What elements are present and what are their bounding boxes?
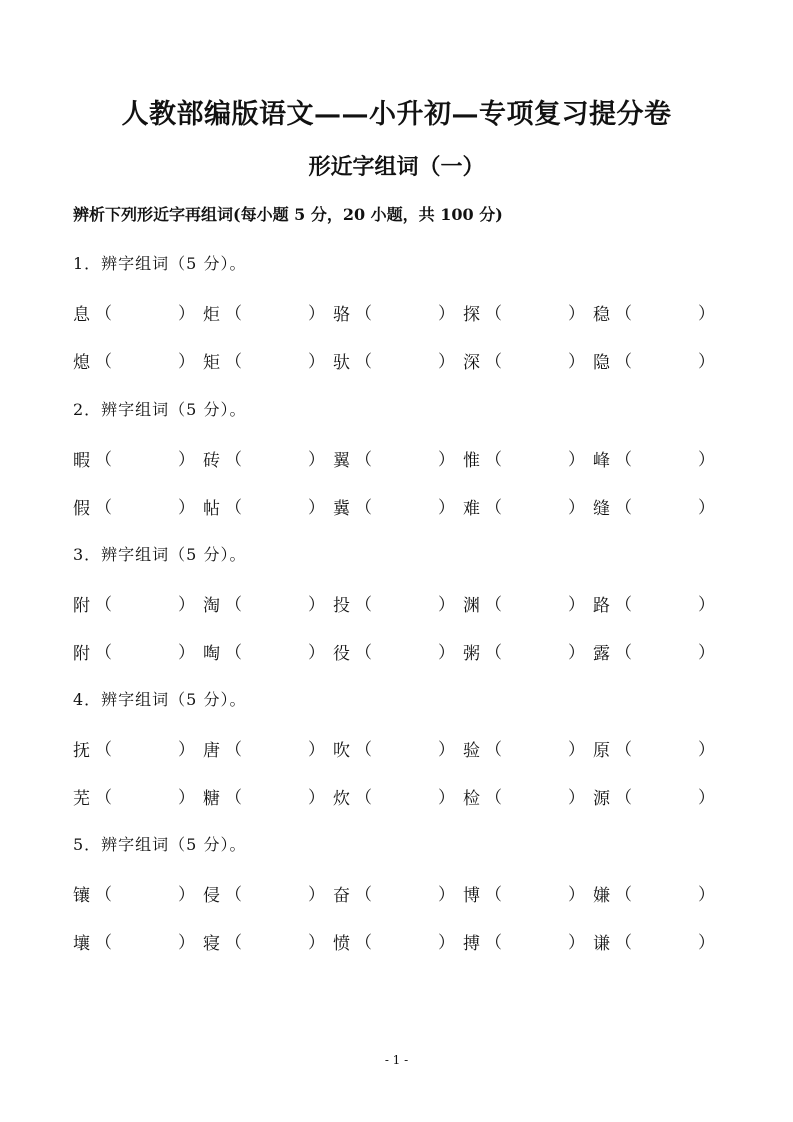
character: 深 — [463, 353, 480, 373]
answer-blank[interactable] — [613, 446, 705, 466]
word-item — [593, 348, 705, 373]
word-item — [73, 446, 185, 471]
answer-blank[interactable] — [93, 639, 185, 659]
character: 难 — [463, 499, 480, 519]
word-item — [203, 929, 315, 954]
character: 淘 — [203, 596, 220, 616]
word-item — [73, 348, 185, 373]
word-row — [73, 784, 733, 808]
character: 渊 — [463, 596, 480, 616]
question-heading: 4．辨字组词（5 分）。 — [73, 690, 247, 709]
answer-blank[interactable] — [483, 446, 575, 466]
character: 抚 — [73, 741, 90, 761]
character: 奋 — [333, 886, 350, 906]
character: 路 — [593, 596, 610, 616]
word-item — [593, 639, 705, 664]
word-item — [463, 591, 575, 616]
page-title: 人教部编版语文——小升初—专项复习提分卷 — [121, 99, 672, 130]
answer-blank[interactable] — [613, 929, 705, 949]
question-heading: 3．辨字组词（5 分）。 — [73, 545, 247, 564]
character: 壤 — [73, 934, 90, 954]
character: 附 — [73, 596, 90, 616]
answer-blank[interactable] — [483, 348, 575, 368]
answer-blank[interactable] — [613, 639, 705, 659]
answer-blank[interactable] — [353, 348, 445, 368]
word-item — [73, 300, 185, 325]
word-item — [593, 591, 705, 616]
answer-blank[interactable] — [223, 446, 315, 466]
answer-blank[interactable] — [483, 591, 575, 611]
word-item — [333, 736, 445, 761]
answer-blank[interactable] — [483, 784, 575, 804]
page-subtitle: 形近字组词（一） — [308, 154, 485, 180]
character: 炬 — [203, 305, 220, 325]
word-item — [203, 494, 315, 519]
word-item — [463, 639, 575, 664]
answer-blank[interactable] — [93, 591, 185, 611]
word-row — [73, 348, 733, 372]
word-item — [203, 300, 315, 325]
answer-blank[interactable] — [613, 494, 705, 514]
word-item — [73, 736, 185, 761]
answer-blank[interactable] — [93, 446, 185, 466]
character: 谦 — [593, 934, 610, 954]
word-item — [203, 639, 315, 664]
word-item — [593, 300, 705, 325]
word-item — [463, 300, 575, 325]
word-item — [73, 881, 185, 906]
answer-blank[interactable] — [223, 736, 315, 756]
character: 检 — [463, 789, 480, 809]
answer-blank[interactable] — [93, 736, 185, 756]
answer-blank[interactable] — [93, 929, 185, 949]
answer-blank[interactable] — [223, 494, 315, 514]
word-item — [333, 784, 445, 809]
character: 假 — [73, 499, 90, 519]
answer-blank[interactable] — [613, 736, 705, 756]
character: 峰 — [593, 451, 610, 471]
word-item — [593, 446, 705, 471]
word-row — [73, 494, 733, 518]
answer-blank[interactable] — [353, 591, 445, 611]
character: 砖 — [203, 451, 220, 471]
character: 源 — [593, 789, 610, 809]
answer-blank[interactable] — [353, 446, 445, 466]
word-row — [73, 929, 733, 953]
word-item — [203, 736, 315, 761]
answer-blank[interactable] — [483, 736, 575, 756]
character: 帖 — [203, 499, 220, 519]
character: 愤 — [333, 934, 350, 954]
answer-blank[interactable] — [223, 348, 315, 368]
word-item — [333, 591, 445, 616]
word-row — [73, 300, 733, 324]
answer-blank[interactable] — [613, 300, 705, 320]
word-item — [463, 736, 575, 761]
character: 博 — [463, 886, 480, 906]
character: 驮 — [333, 353, 350, 373]
answer-blank[interactable] — [93, 784, 185, 804]
word-item — [73, 494, 185, 519]
word-item — [593, 736, 705, 761]
character: 镶 — [73, 886, 90, 906]
character: 炊 — [333, 789, 350, 809]
character: 惟 — [463, 451, 480, 471]
character: 暇 — [73, 451, 90, 471]
character: 骆 — [333, 305, 350, 325]
answer-blank[interactable] — [613, 348, 705, 368]
character: 缝 — [593, 499, 610, 519]
answer-blank[interactable] — [353, 784, 445, 804]
character: 探 — [463, 305, 480, 325]
word-row — [73, 881, 733, 905]
character: 稳 — [593, 305, 610, 325]
answer-blank[interactable] — [223, 591, 315, 611]
word-item — [203, 784, 315, 809]
character: 翼 — [333, 451, 350, 471]
answer-blank[interactable] — [223, 300, 315, 320]
word-item — [593, 784, 705, 809]
question-heading: 5．辨字组词（5 分）。 — [73, 835, 247, 854]
character: 吹 — [333, 741, 350, 761]
word-row — [73, 736, 733, 760]
instruction-text: 辨析下列形近字再组词(每小题 5 分，20 小题，共 100 分) — [73, 205, 503, 224]
character: 息 — [73, 305, 90, 325]
word-item — [73, 784, 185, 809]
word-row — [73, 446, 733, 470]
answer-blank[interactable] — [613, 881, 705, 901]
character: 原 — [593, 741, 610, 761]
word-item — [73, 591, 185, 616]
character: 役 — [333, 644, 350, 664]
character: 侵 — [203, 886, 220, 906]
character: 露 — [593, 644, 610, 664]
page-number: - 1 - — [384, 1053, 409, 1067]
answer-blank[interactable] — [93, 881, 185, 901]
answer-blank[interactable] — [353, 639, 445, 659]
answer-blank[interactable] — [93, 348, 185, 368]
answer-blank[interactable] — [353, 736, 445, 756]
character: 唐 — [203, 741, 220, 761]
word-item — [463, 494, 575, 519]
word-item — [203, 881, 315, 906]
question-heading: 2．辨字组词（5 分）。 — [73, 400, 247, 419]
word-row — [73, 591, 733, 615]
answer-blank[interactable] — [223, 639, 315, 659]
answer-blank[interactable] — [93, 300, 185, 320]
character: 糖 — [203, 789, 220, 809]
word-item — [333, 300, 445, 325]
word-item — [333, 881, 445, 906]
answer-blank[interactable] — [483, 881, 575, 901]
character: 啕 — [203, 644, 220, 664]
character: 验 — [463, 741, 480, 761]
answer-blank[interactable] — [223, 784, 315, 804]
answer-blank[interactable] — [613, 591, 705, 611]
answer-blank[interactable] — [353, 494, 445, 514]
character: 芜 — [73, 789, 90, 809]
character: 冀 — [333, 499, 350, 519]
word-item — [593, 494, 705, 519]
character: 寝 — [203, 934, 220, 954]
word-item — [463, 881, 575, 906]
word-item — [73, 639, 185, 664]
character: 投 — [333, 596, 350, 616]
word-row — [73, 639, 733, 663]
word-item — [463, 446, 575, 471]
answer-blank[interactable] — [353, 929, 445, 949]
word-item — [333, 639, 445, 664]
character: 嫌 — [593, 886, 610, 906]
answer-blank[interactable] — [353, 881, 445, 901]
answer-blank[interactable] — [93, 494, 185, 514]
answer-blank[interactable] — [353, 300, 445, 320]
character: 粥 — [463, 644, 480, 664]
character: 搏 — [463, 934, 480, 954]
character: 附 — [73, 644, 90, 664]
character: 矩 — [203, 353, 220, 373]
word-item — [203, 446, 315, 471]
word-item — [593, 929, 705, 954]
word-item — [333, 494, 445, 519]
question-heading: 1．辨字组词（5 分）。 — [73, 254, 247, 273]
word-item — [73, 929, 185, 954]
answer-blank[interactable] — [613, 784, 705, 804]
word-item — [333, 929, 445, 954]
word-item — [593, 881, 705, 906]
answer-blank[interactable] — [223, 881, 315, 901]
character: 隐 — [593, 353, 610, 373]
word-item — [333, 446, 445, 471]
word-item — [203, 591, 315, 616]
answer-blank[interactable] — [483, 639, 575, 659]
word-item — [463, 348, 575, 373]
word-item — [203, 348, 315, 373]
character: 熄 — [73, 353, 90, 373]
word-item — [463, 929, 575, 954]
word-item — [333, 348, 445, 373]
answer-blank[interactable] — [483, 300, 575, 320]
answer-blank[interactable] — [483, 929, 575, 949]
answer-blank[interactable] — [483, 494, 575, 514]
word-item — [463, 784, 575, 809]
answer-blank[interactable] — [223, 929, 315, 949]
